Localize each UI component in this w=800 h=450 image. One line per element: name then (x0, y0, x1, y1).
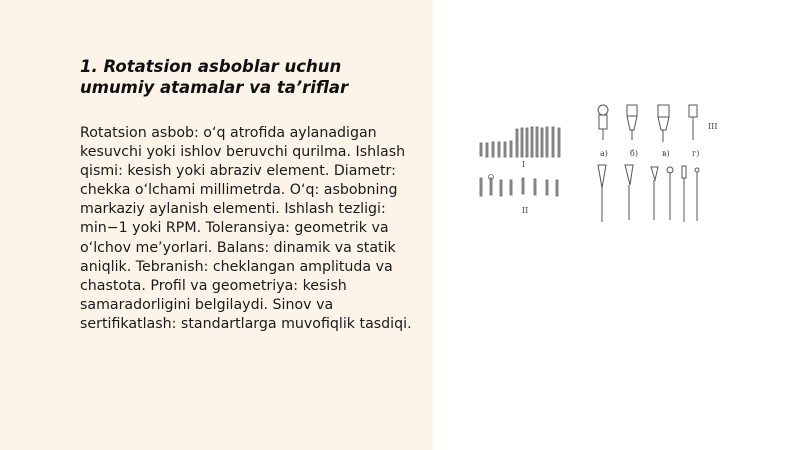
rotary-tools-illustration (470, 100, 730, 230)
tool-group-1 (480, 127, 560, 157)
sub-label-a: a) (600, 149, 608, 158)
slide-body-text: Rotatsion asbob: o‘q atrofida aylanadigan kesuvchi yoki ishlov beruvchi qurilma. Ishlash qismi: kesish yoki abraziv element. Diametr: chekka o‘lchami millimetrda. O‘q: asbobning markaziy aylanish elementi. Ishlash tezligi: min−1 yoki RPM. Toleransiya: geometrik va o‘lchov me’yorlari. Balans: dinamik va statik aniqlik. Tebranish: cheklangan amplituda va chastota. Profil va geometriya: kesish samaradorligini belgilaydi. Sinov va sertifikatlash: standartlarga muvofiqlik tasdiqi. (80, 125, 412, 332)
sub-label-b: б) (630, 149, 638, 158)
sub-label-v: в) (662, 149, 670, 158)
group-1-label: I (522, 160, 526, 169)
sub-label-g: г) (692, 149, 700, 158)
tool-group-3 (598, 105, 699, 222)
tool-group-2 (480, 175, 558, 197)
slide-title: 1. Rotatsion asboblar uchun umumiy atamalar va ta’riflar (80, 57, 349, 97)
tools-drawing (470, 100, 730, 230)
group-3-label: III (708, 122, 718, 131)
group-2-label: II (522, 206, 529, 215)
